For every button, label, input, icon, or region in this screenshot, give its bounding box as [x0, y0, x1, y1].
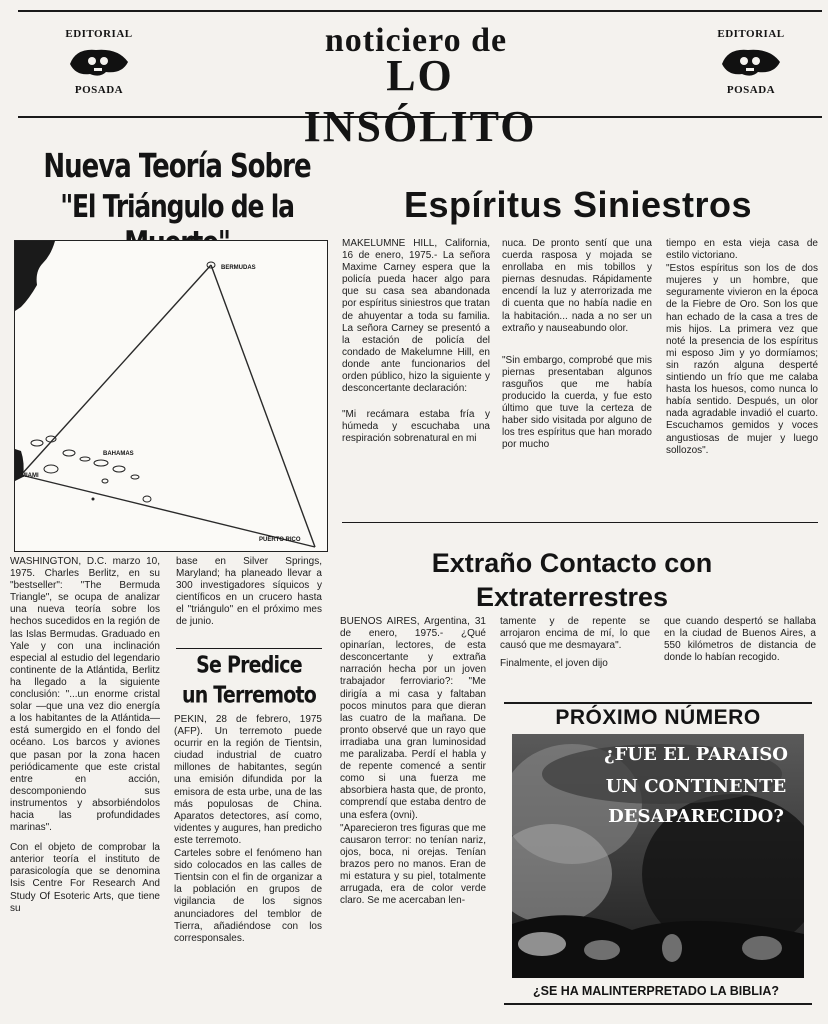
- paragraph: Finalmente, el joven dijo: [500, 658, 608, 670]
- contact-headline-1: Extraño Contacto con: [431, 548, 713, 578]
- promo-caption: ¿SE HA MALINTERPRETADO LA BIBLIA?: [532, 984, 780, 998]
- logo-top-text: EDITORIAL: [717, 28, 785, 40]
- map-label-miami: MIAMI: [21, 473, 39, 479]
- paragraph: tiempo en esta vieja casa de estilo victoriano.: [666, 238, 818, 262]
- quake-top-rule: [176, 648, 322, 649]
- quake-column: [174, 714, 322, 1008]
- spirits-bottom-rule: [342, 522, 818, 523]
- paragraph: "Sin embargo, comprobé que mis piernas presentaban algunos rasguños que me había producido la cuerda, y fue esto último que tuve la certeza de haber sido visitada por alguno de los tres espíritus que han morado por mucho: [502, 354, 652, 451]
- editorial-posada-logo-right: [712, 22, 790, 100]
- triangle-headline-2: "El Triángulo de la: [60, 188, 294, 225]
- spirits-headline: Espíritus Siniestros: [403, 184, 753, 225]
- contact-column-2: [500, 616, 650, 696]
- paradise-scene: [512, 734, 804, 978]
- top-rule: [18, 10, 822, 12]
- skull-emblem-icon: [66, 44, 132, 80]
- promo-top-rule: [504, 702, 812, 704]
- bermuda-triangle-map: [14, 240, 328, 552]
- paragraph: "Aparecieron tres figuras que me causaron terror: no tenían nariz, ojos, boca, ni orejas. Tenían brazos pero no manos. Eran de mi estatura y su piel, totalmente arrugada, era de color verde claro. Se me acercaban len-: [340, 822, 486, 907]
- promo-image-text-1: ¿FUE EL PARAISO: [604, 744, 788, 765]
- promo-title: PRÓXIMO NÚMERO: [555, 706, 761, 729]
- paragraph: Carteles sobre el fenómeno han sido colocados en las calles de Tientsin con el fin de organizar a la población en grupos de vigilancia de los signos anunciadores del temblor de Tierra, añadiéndose con los corresponsales.: [174, 848, 322, 944]
- triangle-column-1: [10, 556, 160, 1004]
- paragraph: "Mi recámara estaba fría y húmeda y escuchaba una respiración sobrenatural en mi: [342, 409, 490, 445]
- paragraph: WASHINGTON, D.C. marzo 10, 1975. Charles Berlitz, en su "bestseller": "The Bermuda Triangle", se ocupa de analizar una nueva teoría sobre los hechos sucedidos en la región de las Islas Bermudas. Graduado en Yale y con una inclinación especial al estudio del legendario continente de la Atlántida, Berlitz ha llegado a la siguiente conclusión: "...un enorme cristal solar —que una vez dio energía a los habitantes de la Atlántida— está sumergido en el fondo del océano. Los barcos y aviones que pasan por la zona hacen periódicamente que este cristal entre en acción, descomponiendo sus instrumentos y absorbiéndolos hacia las profundidades marinas".: [10, 556, 160, 834]
- triangle-headline-1: Nueva Teoría Sobre: [43, 148, 311, 186]
- quake-headline-2: un Terremoto: [181, 682, 316, 709]
- paragraph: tamente y de repente se arrojaron encima de mí, lo que causó que me desmayara".: [500, 616, 650, 652]
- contact-headline-2: Extraterrestres: [475, 582, 669, 612]
- paragraph: base en Silver Springs, Maryland; ha planeado llevar a 300 investigadores síquicos y científicos en un crucero hasta el "triángulo" en el próximo mes de junio.: [176, 556, 322, 628]
- promo-image-text-3: DESAPARECIDO?: [608, 806, 784, 827]
- quake-headline-1: Se Predice: [196, 652, 302, 679]
- editorial-posada-logo-left: [60, 22, 138, 100]
- paragraph: "Estos espíritus son los de dos mujeres y un hombre, que seguramente vivieron en la época de la Fiebre de Oro. Son los que han echado de la casa a tres de mis hijos. La primera vez que noté la presencia de los espíritus mi esposo Jim y yo dormíamos; sin razón alguna desperté sintiendo un frío que me calaba hasta los huesos, como nunca lo había sentido. Después, un olor nada agradable invadió el cuarto. Escuchamos gemidos y voces angustiosas de mujer y luego sollozos".: [666, 263, 818, 456]
- triangle-side-west: [21, 265, 211, 475]
- promo-illustration: [512, 734, 804, 978]
- logo-bottom-text: POSADA: [74, 84, 124, 96]
- map-label-puerto-rico: PUERTO RICO: [259, 537, 301, 543]
- paragraph: PEKIN, 28 de febrero, 1975 (AFP). Un terremoto puede ocurrir en la región de Tientsin, ciudad industrial de cuatro millones de habitantes, según una emisión difundida por la emisora de esta urbe, una de las más populosas de China. Aparatos detectores, así como, videntes y augures, han predicho este terremoto.: [174, 714, 322, 846]
- spirits-column-1: [342, 238, 490, 516]
- paragraph: Con el objeto de comprobar la anterior teoría el instituto de parasicología que se denomina Isis Centre For Research And Study Of Esoteric Arts, que tiene su: [10, 842, 160, 914]
- paragraph: nuca. De pronto sentí que una cuerda rasposa y mojada se enrollaba en mis tobillos y piernas desnudas. Rápidamente encendí la luz y aterrorizada me di cuenta que no había nadie en la habitación... nada a no ser un extraño y nauseabundo olor.: [502, 238, 652, 334]
- contact-column-3: [664, 616, 816, 696]
- spirits-column-3: [666, 238, 818, 516]
- masthead-line-1: noticiero de: [324, 22, 508, 59]
- spirits-column-2: [502, 238, 652, 516]
- map-graphic: [15, 241, 327, 551]
- triangle-column-2: [176, 556, 322, 640]
- logo-top-text: EDITORIAL: [65, 28, 133, 40]
- coast-shape: [15, 241, 55, 311]
- promo-image-text-2: UN CONTINENTE: [605, 776, 787, 797]
- paragraph: MAKELUMNE HILL, California, 16 de enero, 1975.- La señora Maxime Carney espera que la policía pueda hacer algo para que su casa sea abandonada por espíritus siniestros que tratan de ahuyentar a toda su familia. La señora Carney se presentó a la estación de policía del condado de Makelumne Hill, en donde ante funcionarios del orden público, hizo la siguiente y desconcertante declaración:: [342, 238, 490, 395]
- map-label-bermudas: BERMUDAS: [221, 265, 256, 271]
- paragraph: BUENOS AIRES, Argentina, 31 de enero, 1975.- ¿Qué opinarían, lectores, de esta desconcertante y extraña narración hecha por un joven trabajador ferroviario?: "Me dirigía a mi casa y faltaban pocos minutos para que dieran las cuatro de la mañana. De pronto observé que un rayo que irradiaba una gran luminosidad me paralizaba. Perdí el habla y de repente comencé a sentir como si una fuerza me absorbiera hasta que, de pronto, comprendí que estaba dentro de una esfera (ovni).: [340, 616, 486, 821]
- paragraph: que cuando despertó se hallaba en la ciudad de Buenos Aires, a 550 kilómetros de distancia de donde lo habían recogido.: [664, 616, 816, 664]
- map-label-bahamas: BAHAMAS: [103, 451, 134, 457]
- logo-bottom-text: POSADA: [726, 84, 776, 96]
- masthead-line-2: LO INSÓLITO: [303, 51, 537, 151]
- promo-bottom-rule: [504, 1003, 812, 1005]
- triangle-side-east: [211, 265, 315, 547]
- contact-column-1: [340, 616, 486, 1008]
- skull-emblem-icon: [718, 44, 784, 80]
